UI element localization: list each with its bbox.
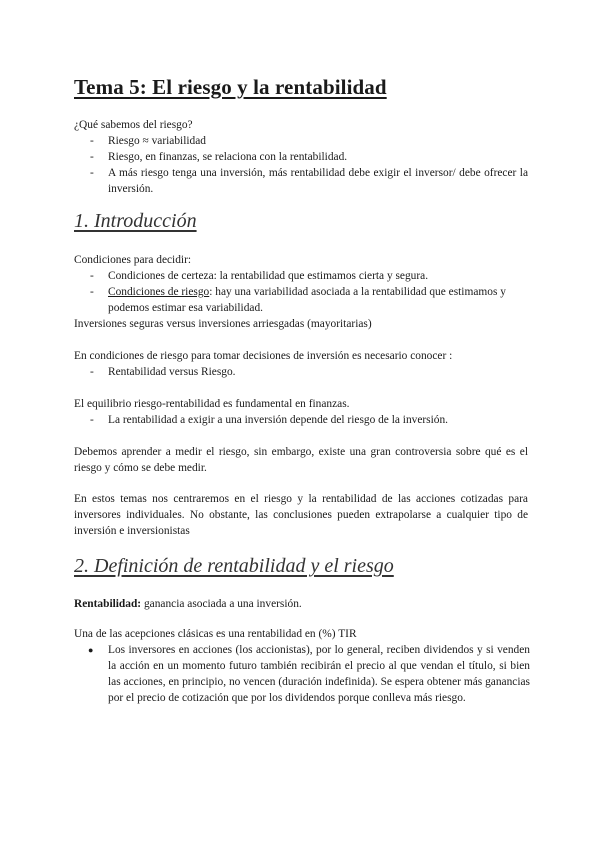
measure-paragraph: Debemos aprender a medir el riesgo, sin embargo, existe una gran controversia sobre qué es el riesgo y cómo se debe medir. [74,446,528,474]
dash-marker: - [90,414,94,426]
balance-text: El equilibrio riesgo-rentabilidad es fundamental en finanzas. [74,398,350,410]
underlined-term: Condiciones de riesgo [108,286,210,298]
list-item-text: La rentabilidad a exigir a una inversión depende del riesgo de la inversión. [108,414,449,426]
list-item-text: Riesgo, en finanzas, se relaciona con la rentabilidad. [108,151,348,163]
section-heading-definicion: 2. Definición de rentabilidad y el riesgo [74,555,394,577]
intro-question: ¿Qué sabemos del riesgo? [74,119,193,131]
definition-text: ganancia asociada a una inversión. [141,598,302,610]
list-item-text: Rentabilidad versus Riesgo. [108,366,236,378]
list-item-rest: : hay una variabilidad asociada a la rentabilidad que estimamos y podemos estimar esa variabilidad. [108,286,506,314]
conditions-label: Condiciones para decidir: [74,254,192,266]
dash-marker: - [90,286,94,298]
list-item-text: Los inversores en acciones (los accionistas), por lo general, reciben dividendos y si venden la acción en un momento futuro también recibirán el precio al que vendan el título, si bien las acciones, en principio, no vencen (duración indefinida). Se espera obtener más ganancias por el precio de cotización que por los dividendos porque conlleva más riesgo. [108,644,530,704]
bullet-marker: ● [88,645,94,655]
dash-marker: - [90,270,94,282]
definition-line [74,596,528,612]
dash-marker: - [90,366,94,378]
list-item-text: A más riesgo tenga una inversión, más rentabilidad debe exigir el inversor/ debe ofrecer la inversión. [108,167,528,195]
risk-conditions-text: En condiciones de riesgo para tomar decisiones de inversión es necesario conocer : [74,350,453,362]
definition-term: Rentabilidad: [74,598,142,610]
section-heading-introduccion: 1. Introducción [74,210,197,232]
list-item-text: Riesgo ≈ variabilidad [108,135,206,147]
dash-marker: - [90,151,94,163]
investments-line: Inversiones seguras versus inversiones arriesgadas (mayoritarias) [74,318,372,330]
dash-marker: - [90,167,94,179]
page-title: Tema 5: El riesgo y la rentabilidad [74,75,387,99]
tir-line: Una de las acepciones clásicas es una rentabilidad en (%) TIR [74,628,357,640]
list-item-text: Condiciones de certeza: la rentabilidad que estimamos cierta y segura. [108,270,429,282]
focus-paragraph: En estos temas nos centraremos en el riesgo y la rentabilidad de las acciones cotizadas para inversores individuales. No obstante, las conclusiones pueden extrapolarse a cualquier tipo de inversión e inversionistas [74,493,528,537]
list-item-text [108,284,528,316]
dash-marker: - [90,135,94,147]
